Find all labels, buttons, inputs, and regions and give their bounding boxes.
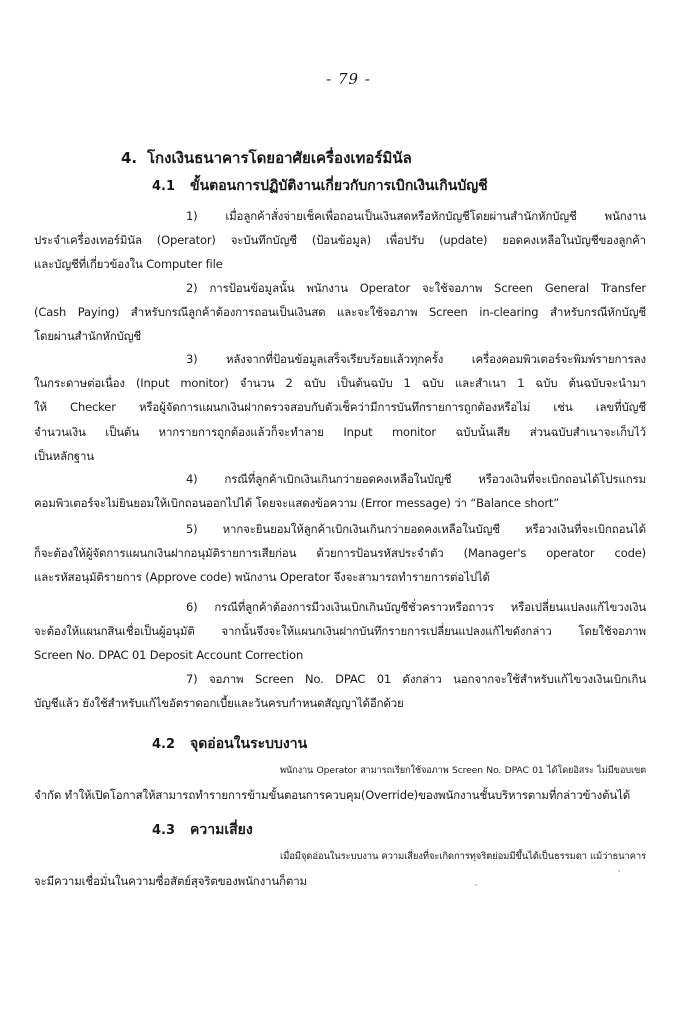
- section-title: โกงเงินธนาคารโดยอาศัยเครื่องเทอร์มินัล: [147, 149, 412, 167]
- paragraph-line: ให้ Checker หรือผู้จัดการแผนกเงินฝากตรวจสอบกับตัวเช็คว่ามีการบันทึกรายการถูกต้องหรือไม่ เช่น เลขที่บัญชี: [34, 400, 646, 415]
- paragraph-line: และรหัสอนุมัติรายการ (Approve code) พนักงาน Operator จึงจะสามารถทำรายการต่อไปได้: [34, 570, 490, 585]
- paragraph-line: ประจำเครื่องเทอร์มินัล (Operator) จะบันทึกบัญชี (ป้อนข้อมูล) เพื่อปรับ (update) ยอดคงเหลือในบัญชีของลูกค้า: [34, 233, 646, 248]
- subsection-number: 4.3: [152, 823, 176, 838]
- paragraph-line: จำกัด ทำให้เปิดโอกาสให้สามารถทำรายการข้ามขั้นตอนการควบคุม(Override)ของพนักงานชั้นบริหารตามที่กล่าวข้างต้นได้: [34, 788, 631, 803]
- paragraph-line: 5) หากจะยินยอมให้ลูกค้าเบิกเงินเกินกว่ายอดคงเหลือในบัญชี หรือวงเงินที่จะเบิกถอนได้: [186, 522, 646, 536]
- paragraph-line: (Cash Paying) สำหรับกรณีลูกค้าต้องการถอนเป็นเงินสด และจะใช้จอภาพ Screen in-clearing สำหรับกรณีหักบัญชี: [34, 305, 646, 320]
- subsection-title: จุดอ่อนในระบบงาน: [190, 736, 308, 752]
- paragraph-line: 6) กรณีที่ลูกค้าต้องการมีวงเงินเบิกเกินบัญชีชั่วคราวหรือถาวร หรือเปลี่ยนแปลงแก้ไขวงเงิน: [186, 600, 646, 614]
- subsection-title: ขั้นตอนการปฏิบัติงานเกี่ยวกับการเบิกเงินเกินบัญชี: [190, 178, 488, 194]
- paragraph-line: 3) หลังจากที่ป้อนข้อมูลเสร็จเรียบร้อยแล้วทุกครั้ง เครื่องคอมพิวเตอร์จะพิมพ์รายการลง: [186, 352, 646, 366]
- subsection-heading-4-2: [152, 733, 307, 755]
- paragraph-line: 2) การป้อนข้อมูลนั้น พนักงาน Operator จะใช้จอภาพ Screen General Transfer: [186, 281, 646, 295]
- paragraph-line: และบัญชีที่เกี่ยวข้องใน Computer file: [34, 257, 223, 272]
- paragraph-5: [34, 517, 646, 590]
- paragraph-line: 1) เมื่อลูกค้าสั่งจ่ายเช็คเพื่อถอนเป็นเงินสดหรือหักบัญชีโดยผ่านสำนักหักบัญชี พนักงาน: [186, 209, 646, 223]
- paragraph-2: [34, 276, 646, 349]
- page-number: - 79 -: [326, 70, 371, 88]
- subsection-number: 4.1: [152, 179, 176, 194]
- paragraph-line: บัญชีแล้ว ยังใช้สำหรับแก้ไขอัตราดอกเบี้ยและวันครบกำหนดสัญญาได้อีกด้วย: [34, 696, 404, 711]
- paragraph-line: เมื่อมีจุดอ่อนในระบบงาน ความเสี่ยงที่จะเกิดการทุจริตย่อมมีขึ้นได้เป็นธรรมดา แม้ว่าธนาคาร: [280, 851, 646, 862]
- paragraph-line: 4) กรณีที่ลูกค้าเบิกเงินเกินกว่ายอดคงเหลือในบัญชี หรือวงเงินที่จะเบิกถอนได้โปรแกรม: [186, 472, 646, 486]
- paragraph-7: [34, 667, 646, 715]
- subsection-number: 4.2: [152, 737, 176, 752]
- paragraph-line: โดยผ่านสำนักหักบัญชี: [34, 329, 142, 344]
- paragraph-line: จะมีความเชื่อมั่นในความซื่อสัตย์สุจริตของพนักงานก็ตาม: [34, 874, 307, 889]
- paragraph-6: [34, 595, 646, 668]
- paragraph-line: Screen No. DPAC 01 Deposit Account Correction: [34, 648, 304, 663]
- section-heading: [121, 146, 412, 170]
- paragraph-line: ในกระดาษต่อเนื่อง (Input monitor) จำนวน 2 ฉบับ เป็นต้นฉบับ 1 ฉบับ และสำเนา 1 ฉบับ ต้นฉบับจะนำมา: [34, 376, 646, 391]
- paragraph-line: จะต้องให้แผนกสินเชื่อเป็นผู้อนุมัติ จากนั้นจึงจะให้แผนกเงินฝากบันทึกรายการเปลี่ยนแปลงแก้ไขดังกล่าว โดยใช้จอภาพ: [34, 624, 646, 639]
- paragraph-line: ก็จะต้องให้ผู้จัดการแผนกเงินฝากอนุมัติรายการเสียก่อน ด้วยการป้อนรหัสประจำตัว (Manager's operator code): [34, 546, 646, 561]
- paragraph-1: [34, 204, 646, 277]
- paragraph-line: คอมพิวเตอร์จะไม่ยินยอมให้เบิกถอนออกไปได้ โดยจะแสดงข้อความ (Error message) ว่า “Balance short”: [34, 496, 560, 511]
- subsection-heading-4-3: [152, 819, 253, 841]
- paragraph-line: พนักงาน Operator สามารถเรียกใช้จอภาพ Screen No. DPAC 01 ได้โดยอิสระ ไม่มีขอบเขต: [280, 765, 646, 776]
- scan-speck: [475, 884, 477, 886]
- paragraph-line: เป็นหลักฐาน: [34, 448, 94, 463]
- subsection-title: ความเสี่ยง: [190, 822, 253, 838]
- paragraph-weakness: [34, 759, 646, 807]
- paragraph-line: 7) จอภาพ Screen No. DPAC 01 ดังกล่าว นอกจากจะใช้สำหรับแก้ไขวงเงินเบิกเกิน: [186, 672, 646, 686]
- scan-speck: [618, 870, 620, 872]
- paragraph-risk: [34, 845, 646, 893]
- subsection-heading-4-1: [152, 175, 488, 197]
- section-number: 4.: [121, 149, 138, 167]
- paragraph-4: [34, 467, 646, 515]
- paragraph-line: จำนวนเงิน เป็นต้น หากรายการถูกต้องแล้วก็จะทำลาย Input monitor ฉบับนั้นเสีย ส่วนฉบับสำเนาจะเก็บไว้: [34, 424, 646, 439]
- paragraph-3: [34, 347, 646, 468]
